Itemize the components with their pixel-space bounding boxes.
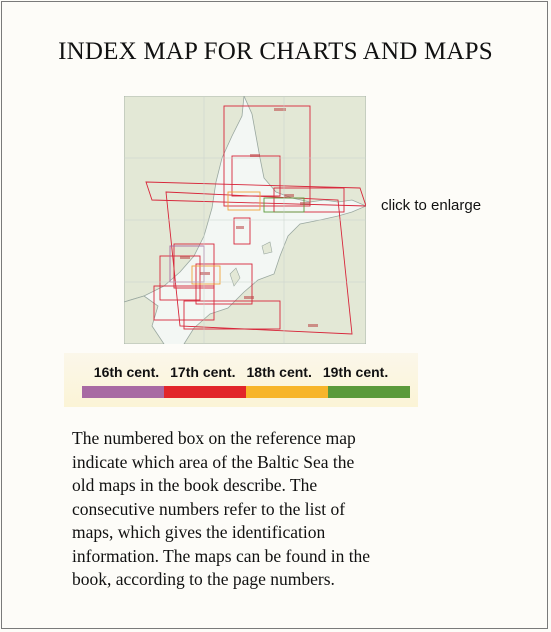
description-line: information. The maps can be found in the <box>72 545 371 566</box>
legend-label-19th: 19th cent. <box>322 364 389 380</box>
legend-swatch-18th <box>246 386 328 398</box>
century-legend <box>64 353 418 407</box>
legend-swatch-16th <box>82 386 164 398</box>
legend-swatch-17th <box>164 386 246 398</box>
description-line: maps, which gives the identification <box>72 522 326 542</box>
description-line: The numbered box on the reference map <box>72 428 356 448</box>
page-title: INDEX MAP FOR CHARTS AND MAPS <box>58 38 493 65</box>
legend-swatch-19th <box>328 386 410 398</box>
legend-label-18th: 18th cent. <box>246 364 312 380</box>
legend-labels <box>64 364 418 380</box>
description-paragraph <box>72 427 482 592</box>
description-line: book, according to the page numbers. <box>72 569 335 589</box>
legend-label-17th: 17th cent. <box>170 364 236 380</box>
description-line: indicate which area of the Baltic Sea the <box>72 451 355 472</box>
description-line: consecutive numbers refer to the list of <box>72 498 346 519</box>
legend-label-16th: 16th cent. <box>93 364 160 380</box>
click-to-enlarge-link[interactable]: click to enlarge <box>381 197 482 214</box>
legend-color-bar <box>82 386 410 398</box>
description-line: old maps in the book describe. The <box>72 475 318 495</box>
baltic-index-map <box>124 96 366 344</box>
index-map-thumbnail[interactable] <box>124 96 366 344</box>
